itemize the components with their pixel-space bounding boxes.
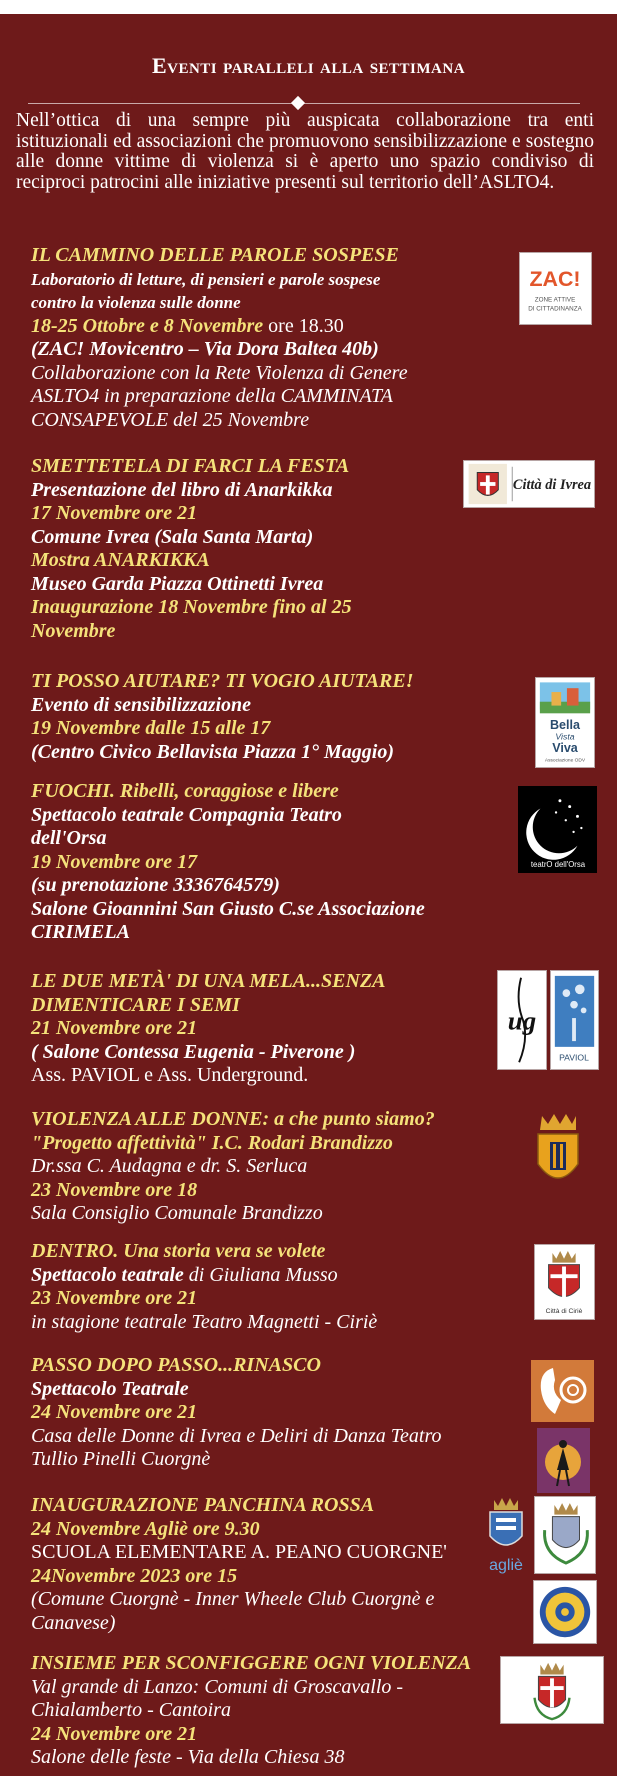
cirie-logo (534, 1244, 595, 1320)
teatro-orsa-logo (518, 786, 597, 873)
event-date: 24 Novembre Agliè ore 9.30 (31, 1517, 260, 1540)
event-line: dell'Orsa (31, 827, 107, 849)
deliri-danza-logo (537, 1428, 590, 1493)
event-line: (Centro Civico Bellavista Piazza 1° Maggio) (31, 740, 394, 763)
svg-text:DI CITTADINANZA: DI CITTADINANZA (528, 305, 582, 313)
svg-text:Associazione ODV: Associazione ODV (544, 758, 586, 764)
event-title: IL CAMMINO DELLE PAROLE SOSPESE (31, 244, 399, 266)
event-line: (su prenotazione 3336764579) (31, 874, 280, 896)
event-line: Presentazione del libro di Anarkikka (31, 478, 333, 501)
event-date: 18-25 Ottobre e 8 Novembre (31, 314, 264, 337)
event-title: INAUGURAZIONE PANCHINA ROSSA (31, 1494, 375, 1516)
intro-paragraph: Nell’ottica di una sempre più auspicata collaborazione tra enti istituzionali ed associazioni che promuovono sensibilizzazione e sostegno alle donne vittime di violenza si è aperto uno spazio condiviso di reciproci patrocini alle iniziative presenti sul territorio dell’ASLTO4. (16, 110, 594, 193)
event-line: (ZAC! Movicentro – Via Dora Baltea 40b) (31, 338, 379, 360)
event-line: SCUOLA ELEMENTARE A. PEANO CUORGNE' (31, 1541, 447, 1563)
lanzo-crest (500, 1656, 604, 1724)
casa-donne-logo (531, 1360, 594, 1422)
svg-text:ug: ug (507, 1005, 537, 1036)
event-date: 23 Novembre ore 21 (31, 1287, 198, 1309)
event-smettetela (31, 455, 352, 643)
logo-text: Città di Ivrea (512, 476, 592, 493)
cuorgne-crest (534, 1496, 596, 1574)
brandizzo-crest (528, 1110, 588, 1195)
event-line: (Comune Cuorgnè - Inner Wheele Club Cuorgnè e (31, 1588, 435, 1610)
svg-text:teatrO dell'Orsa: teatrO dell'Orsa (530, 860, 586, 870)
zac-logo (519, 252, 592, 325)
event-line: Collaborazione con la Rete Violenza di Genere (31, 361, 408, 384)
event-line: Inaugurazione 18 Novembre fino al 25 (31, 596, 352, 618)
bellavista-logo (535, 677, 595, 768)
underground-logo (497, 970, 547, 1070)
event-date: 17 Novembre ore 21 (31, 502, 198, 524)
event-title: FUOCHI. Ribelli, coraggiose e libere (31, 780, 339, 802)
svg-text:Bella: Bella (550, 717, 580, 732)
event-passo (31, 1354, 442, 1472)
event-title: INSIEME PER SCONFIGGERE OGNI VIOLENZA (31, 1652, 472, 1674)
event-line: Spettacolo Teatrale (31, 1377, 189, 1400)
event-insieme (31, 1652, 471, 1770)
event-line: Tullio Pinelli Cuorgnè (31, 1448, 211, 1470)
svg-text:Vista: Vista (555, 731, 575, 742)
event-date: 23 Novembre ore 18 (31, 1178, 198, 1201)
event-line: ( Salone Contessa Eugenia - Piverone ) (31, 1040, 356, 1063)
svg-text:PAVIOL: PAVIOL (559, 1052, 589, 1063)
event-line: CIRIMELA (31, 921, 130, 943)
event-date: 19 Novembre dalle 15 alle 17 (31, 717, 271, 739)
event-violenza-donne (31, 1108, 435, 1226)
event-line: DIMENTICARE I SEMI (31, 993, 240, 1016)
event-line: Salone Gioannini San Giusto C.se Associazione (31, 897, 425, 920)
event-line: CONSAPEVOLE del 25 Novembre (31, 408, 310, 431)
event-due-meta (31, 970, 386, 1088)
ivrea-logo (463, 460, 595, 508)
event-line: Sala Consiglio Comunale Brandizzo (31, 1202, 323, 1224)
event-line: Casa delle Donne di Ivrea e Deliri di Danza Teatro (31, 1424, 442, 1447)
event-line: in stagione teatrale Teatro Magnetti - Ciriè (31, 1310, 378, 1333)
event-line: Salone delle feste - Via della Chiesa 38 (31, 1746, 345, 1768)
event-line: "Progetto affettività" I.C. Rodari Brandizzo (31, 1131, 393, 1154)
event-title: LE DUE METÀ' DI UNA MELA...SENZA (31, 970, 386, 992)
inner-wheel-logo (533, 1580, 597, 1644)
event-date: 24Novembre 2023 ore 15 (31, 1564, 238, 1587)
event-cammino (31, 244, 408, 432)
event-title: TI POSSO AIUTARE? TI VOGIO AIUTARE! (31, 670, 414, 692)
event-date: 24 Novembre ore 21 (31, 1401, 198, 1423)
event-line: contro la violenza sulle donne (31, 293, 241, 312)
event-title: DENTRO. Una storia vera se volete (31, 1240, 326, 1262)
paviol-logo (550, 970, 599, 1070)
event-line: Novembre (31, 619, 116, 642)
event-line: Ass. PAVIOL e Ass. Underground. (31, 1064, 309, 1086)
event-line: Dr.ssa C. Audagna e dr. S. Serluca (31, 1155, 308, 1177)
event-line: ASLTO4 in preparazione della CAMMINATA (31, 385, 393, 407)
event-line: Spettacolo teatrale Compagnia Teatro (31, 803, 342, 826)
event-line: Evento di sensibilizzazione (31, 693, 252, 716)
event-line: Chialamberto - Cantoira (31, 1699, 232, 1721)
aglie-logo (480, 1496, 532, 1576)
svg-text:Viva: Viva (552, 740, 578, 755)
svg-text:Città di Ciriè: Città di Ciriè (545, 1307, 583, 1315)
page-title: Eventi paralleli alla settimana (151, 53, 466, 78)
event-time: ore 18.30 (268, 314, 344, 337)
event-line: Val grande di Lanzo: Comuni di Groscavallo - (31, 1675, 404, 1698)
event-line: Canavese) (31, 1611, 116, 1634)
event-line: Museo Garda Piazza Ottinetti Ivrea (31, 572, 324, 595)
event-title: PASSO DOPO PASSO...RINASCO (31, 1354, 321, 1376)
event-panchina-rossa (31, 1494, 447, 1635)
event-line: Mostra ANARKIKKA (31, 549, 210, 571)
event-date: 21 Novembre ore 21 (31, 1017, 198, 1039)
logo-text: ZAC! (529, 267, 581, 292)
event-line: Comune Ivrea (Sala Santa Marta) (31, 525, 314, 548)
event-line: Laboratorio di letture, di pensieri e parole sospese (31, 269, 381, 289)
event-aiutare (31, 670, 414, 764)
event-title: SMETTETELA DI FARCI LA FESTA (31, 455, 350, 477)
event-title: VIOLENZA ALLE DONNE: a che punto siamo? (31, 1108, 435, 1130)
svg-text:ZONE ATTIVE: ZONE ATTIVE (534, 296, 576, 304)
event-date: 24 Novembre ore 21 (31, 1722, 198, 1745)
event-dentro (31, 1240, 377, 1334)
event-fuochi (31, 780, 425, 945)
event-line: Spettacolo teatrale (31, 1263, 184, 1286)
event-date: 19 Novembre ore 17 (31, 850, 198, 873)
svg-text:agliè: agliè (489, 1557, 523, 1574)
event-author: di Giuliana Musso (183, 1263, 338, 1286)
